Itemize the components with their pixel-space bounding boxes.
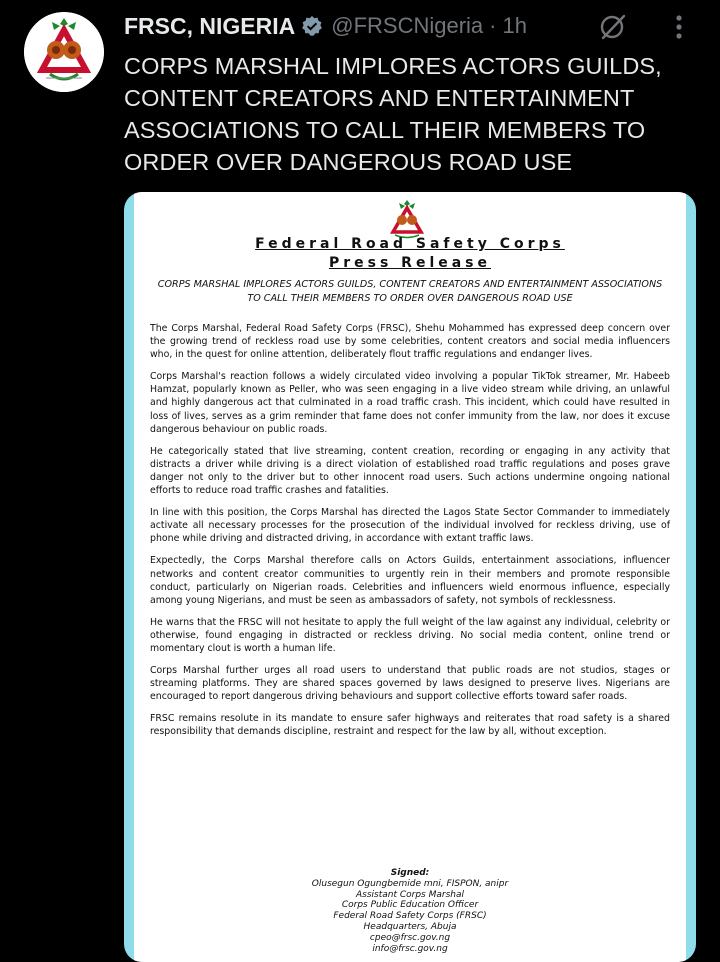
document-headline: CORPS MARSHAL IMPLORES ACTORS GUILDS, CONTENT CREATORS AND ENTERTAINMENT ASSOCIATIONS TO CALL THEIR MEMBERS TO ORDER OVER DANGEROUS ROAD USE	[157, 279, 663, 304]
signed-label: Signed:	[390, 868, 430, 878]
timestamp[interactable]: 1h	[502, 13, 527, 38]
document-paragraph: Expectedly, the Corps Marshal therefore calls on Actors Guilds, entertainment associations, influencer networks and content creator communities to urgently rein in their members and promote responsible conduct, particularly on Nigerian roads. Celebrities and influencers wield enormous influence, especially among young Nigerians, and must be seen as ambassadors of safety, not symbols of recklessness.	[150, 555, 670, 606]
verified-badge-icon[interactable]	[301, 15, 323, 37]
document-paragraph: Corps Marshal further urges all road users to understand that public roads are not studios, stages or streaming platforms. They are shared spaces governed by laws designed to preserve lives. Nigerians are encouraged to report dangerous driving behaviours and support collective efforts toward safer roads.	[150, 665, 670, 703]
more-options-icon[interactable]	[664, 12, 694, 42]
grok-icon[interactable]	[598, 12, 628, 42]
document-type: Press Release	[328, 255, 492, 271]
separator-dot: ·	[489, 13, 497, 38]
document-signoff	[134, 868, 686, 954]
document-body	[150, 322, 670, 748]
signatory-location: Headquarters, Abuja	[363, 921, 457, 932]
document-organization: Federal Road Safety Corps	[255, 236, 565, 252]
document-paragraph: In line with this position, the Corps Marshal has directed the Lagos State Sector Commander to immediately activate all necessary processes for the prosecution of the individual involved for reckless driving, use of phone while driving and distracted driving, in accordance with extant traffic laws.	[150, 507, 670, 545]
document-paragraph: FRSC remains resolute in its mandate to ensure safer highways and reiterates that road safety is a shared responsibility that demands discipline, restraint and respect for the law by all, without exception.	[150, 713, 670, 738]
document-paragraph: He warns that the FRSC will not hesitate to apply the full weight of the law against any individual, celebrity or otherwise, found engaging in distracted or reckless driving. No social media content, online trend or momentary clout is worth a human life.	[150, 616, 670, 654]
tweet-header	[124, 10, 527, 42]
signatory-name: Olusegun Ogungbemide mni, FISPON, anipr	[311, 878, 509, 889]
signatory-email: info@frsc.gov.ng	[372, 943, 448, 954]
display-name[interactable]: FRSC, NIGERIA	[124, 12, 296, 39]
document-paragraph: Corps Marshal's reaction follows a widely circulated video involving a popular TikTok streamer, Mr. Habeeb Hamzat, popularly known as Peller, who was seen engaging in a live video stream while driving, an unlawful and highly dangerous act that culminated in a road traffic crash. This incident, which could have resulted in loss of lives, serves as a grim reminder that fame does not confer immunity from the law, nor does it excuse dangerous behaviour on public roads.	[150, 371, 670, 435]
handle[interactable]: @FRSCNigeria	[331, 13, 484, 38]
signatory-office: Corps Public Education Officer	[341, 900, 479, 911]
document-paragraph: The Corps Marshal, Federal Road Safety Corps (FRSC), Shehu Mohammed has expressed deep concern over the growing trend of reckless road use by some celebrities, content creators and social media influencers who, in the quest for online attention, deliberately flout traffic regulations and endanger lives.	[150, 323, 670, 361]
signatory-org: Federal Road Safety Corps (FRSC)	[333, 911, 487, 922]
signatory-title: Assistant Corps Marshal	[355, 889, 464, 900]
tweet-media-image[interactable]	[124, 192, 696, 962]
avatar[interactable]	[24, 12, 104, 92]
press-release-document	[134, 192, 686, 962]
frsc-logo-icon	[24, 12, 104, 92]
document-paragraph: He categorically stated that live streaming, content creation, recording or engaging in any activity that distracts a driver while driving is a direct violation of established road traffic regulations and poses grave danger not only to the driver but to other innocent road users. Such actions undermine ongoing national efforts to reduce road traffic crashes and fatalities.	[150, 445, 670, 497]
frsc-emblem-icon	[382, 198, 432, 240]
tweet-text: CORPS MARSHAL IMPLORES ACTORS GUILDS, CONTENT CREATORS AND ENTERTAINMENT ASSOCIATIONS TO CALL THEIR MEMBERS TO ORDER OVER DANGEROUS ROAD USE	[124, 53, 662, 175]
signatory-email: cpeo@frsc.gov.ng	[369, 932, 451, 943]
